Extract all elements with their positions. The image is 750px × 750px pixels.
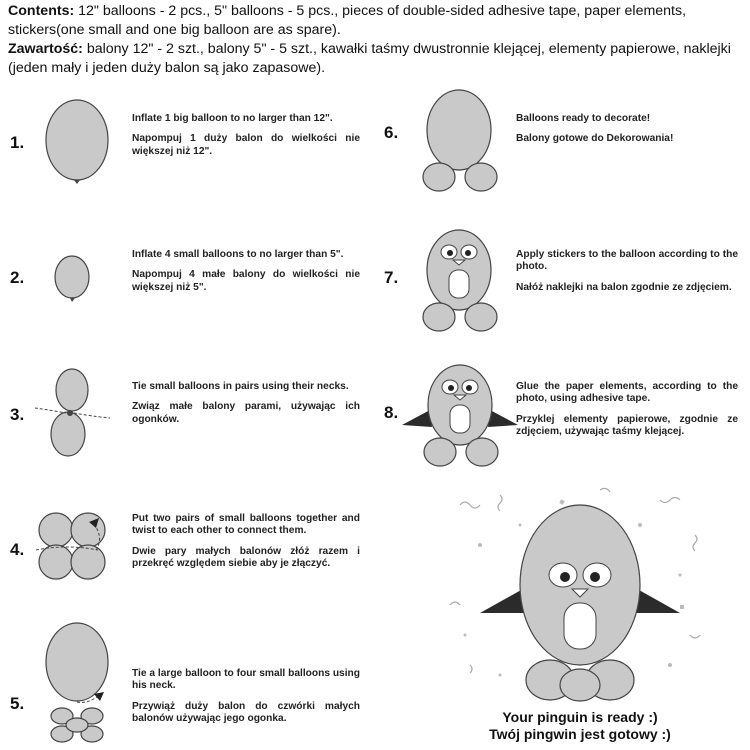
step-number: 2. [10,268,25,287]
small-balloon-icon [52,255,102,305]
step-text-en: Glue the paper elements, according to the photo, using adhesive tape. [516,381,738,405]
step-text-pl: Dwie pary małych balonów złóż razem i przekręć względem siebie aby je złączyć. [132,545,360,570]
step-text-en: Put two pairs of small balloons together and twist to each other to connect them. [132,513,360,537]
contents-header [8,2,748,78]
step-text-pl: Nałóż naklejki na balon zgodnie ze zdjęciem. [516,281,732,293]
step-text [132,513,360,579]
step-text [132,249,360,302]
step-number: 7. [384,268,399,287]
balloon-tie-icon [40,624,130,749]
balloon-base-icon [415,90,505,195]
contents-label: Contents: [8,3,75,19]
step-text [516,113,738,154]
step-text-pl: Napompuj 1 duży balon do wielkości nie większej niż 12". [132,133,360,157]
contents-text: 12" balloons - 2 pcs., 5" balloons - 5 pcs., pieces of double-sided adhesive tape, paper elements, stickers(one small and one big balloon are as spare). [8,3,687,38]
step-number: 8. [384,403,399,422]
step-number: 4. [10,540,25,559]
penguin-wings-icon [400,365,520,470]
step-text [132,381,360,434]
step-text-pl: Przyklej elementy papierowe, zgodnie ze zdjęciem, używając taśmy klejącej. [516,413,738,438]
step-text-en: Tie small balloons in pairs using their necks. [132,381,349,392]
step-text [132,668,360,734]
step-number: 5. [10,694,25,713]
final-penguin-icon [440,485,720,705]
zawartosc-text: balony 12" - 2 szt., balony 5" - 5 szt., kawałki taśmy dwustronnie klejącej, elementy papierowe, naklejki (jeden mały i jeden duży balon są jako zapasowe). [8,41,731,76]
step-text-pl: Związ małe balony parami, używając ich ogonków. [132,401,360,425]
step-text [516,249,738,302]
contents-en [8,2,748,40]
zawartosc-label: Zawartość: [8,41,83,57]
final-message-en: Your pinguin is ready :) [502,709,658,725]
contents-pl [8,40,748,78]
step-number: 1. [10,133,25,152]
step-text-pl: Przywiąż duży balon do czwórki małych balonów używając jego ogonka. [132,700,360,725]
final-message-pl: Twój pingwin jest gotowy :) [489,726,671,742]
step-text-pl: Balony gotowe do Dekorowania! [516,133,674,145]
balloon-pair-icon [30,368,120,463]
step-number: 6. [384,123,399,142]
step-text-en: Apply stickers to the balloon according to the photo. [516,249,738,273]
step-text-en: Inflate 4 small balloons to no larger than 5". [132,249,344,260]
step-text [516,381,738,447]
step-text-en: Tie a large balloon to four small balloons using his neck. [132,668,360,692]
step-text-pl: Napompuj 4 małe balony do wielkości nie większej niż 5". [132,269,360,293]
big-balloon-icon [40,100,120,190]
balloon-cluster-icon [36,506,116,586]
step-text-en: Inflate 1 big balloon to no larger than 12". [132,113,333,124]
step-number: 3. [10,405,25,424]
step-text-en: Balloons ready to decorate! [516,113,651,124]
step-text [132,113,360,166]
penguin-sticker-icon [415,230,505,335]
